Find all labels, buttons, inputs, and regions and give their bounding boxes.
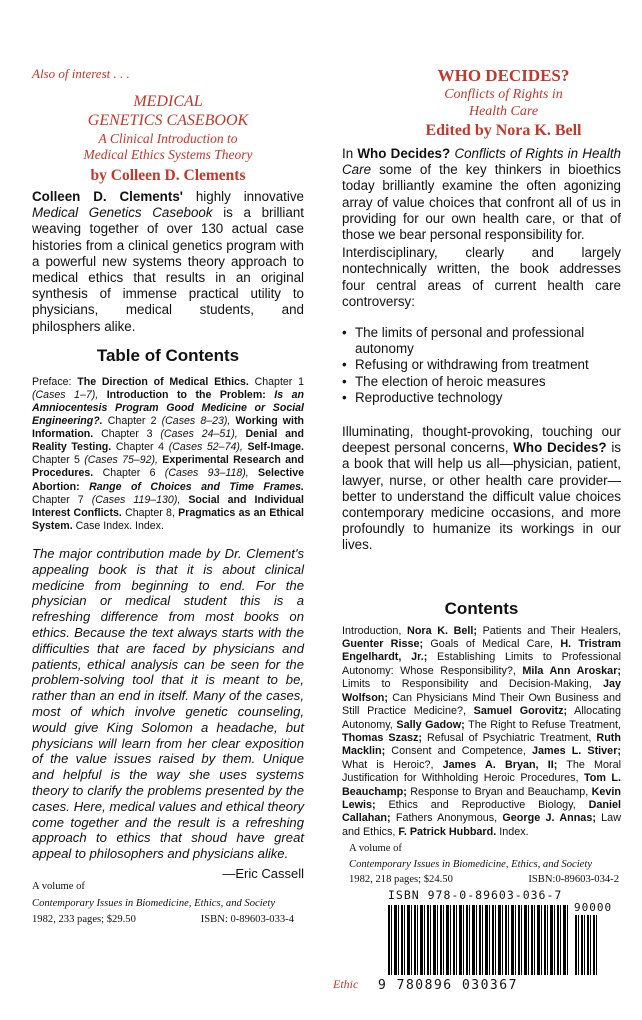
left-book-title-line2: GENETICS CASEBOOK: [87, 112, 249, 129]
toc-segment: (Cases 24–51),: [160, 428, 238, 441]
contents-segment: Guenter Risse;: [342, 638, 424, 651]
contents-segment: Thomas Szasz;: [342, 731, 422, 744]
contents-segment: James A. Bryan, II;: [442, 758, 558, 771]
toc-segment: Selective Abortion:: [32, 467, 304, 493]
contents-segment: Tom L. Beauchamp;: [342, 772, 621, 798]
contents-segment: Law and Ethics,: [342, 812, 621, 838]
toc-segment: (Cases 1–7),: [32, 388, 99, 401]
toc-text: [32, 376, 304, 533]
left-book-subtitle-line2: Medical Ethics Systems Theory: [83, 147, 253, 162]
toc-segment: (Cases 75–92),: [84, 454, 158, 467]
contents-segment: Patients and Their Healers,: [477, 624, 621, 637]
contents-segment: Sally Gadow;: [396, 718, 465, 731]
contents-segment: Nora K. Bell;: [407, 624, 477, 637]
right-volume-of: A volume of: [349, 843, 402, 854]
toc-segment: Working with Information.: [32, 415, 304, 441]
left-pub-line: [32, 913, 294, 927]
right-book-subtitle-line1: Conflicts of Rights in: [444, 87, 563, 102]
contents-segment: Kevin Lewis;: [342, 785, 621, 811]
left-title-block: [32, 92, 304, 185]
intro-author-name: Colleen D. Clements': [32, 189, 183, 204]
toc-segment: Denial and Reality Testing.: [32, 428, 305, 454]
right-closing-paragraph: [342, 424, 621, 554]
contents-segment: Ethics and Reproductive Biology,: [375, 798, 589, 811]
controversy-list-item: • The limits of personal and professional autonomy: [342, 325, 621, 357]
toc-segment: Chapter 2: [102, 415, 162, 428]
toc-segment: Social and Individual Interest Conflicts.: [32, 493, 304, 519]
paragraph-segment: is a book that will help us all—physician, patient, lawyer, nurse, or other health care provider—better to understand the difficult value choices contemporary medicine occasions, and more profoundly to humanize its workings in our lives.: [342, 440, 621, 553]
toc-segment: (Cases 119–130),: [91, 493, 181, 506]
barcode-addon-digits: 90000: [574, 901, 613, 914]
toc-segment: (Cases 93–118),: [164, 467, 249, 480]
contents-segment: H. Tristram Engelhardt, Jr.;: [342, 638, 621, 664]
barcode: [360, 888, 613, 996]
left-book-author: by Colleen D. Clements: [90, 167, 246, 184]
toc-segment: Chapter 1: [248, 375, 304, 388]
left-pub-details: 1982, 233 pages; $29.50: [32, 914, 136, 926]
contents-segment: Limits to Responsibility and Decision-Making,: [342, 678, 603, 691]
contents-segment: Introduction,: [342, 624, 408, 637]
category-label: Ethic: [333, 977, 359, 991]
contents-segment: Goals of Medical Care,: [423, 638, 561, 651]
contents-segment: Allocating Autonomy,: [342, 705, 621, 731]
barcode-main-bars: [388, 905, 570, 975]
toc-segment: Introduction to the Problem:: [98, 388, 275, 401]
contents-segment: What is Heroic?,: [342, 758, 443, 771]
right-book-subtitle-line2: Health Care: [468, 104, 539, 119]
contents-segment: Daniel Callahan;: [342, 798, 621, 825]
right-book-title: WHO DECIDES?: [437, 66, 570, 85]
paragraph-segment: Who Decides?: [357, 146, 451, 161]
intro-text-1: highly innovative: [182, 189, 304, 204]
left-volume-of: A volume of: [32, 881, 85, 892]
controversy-list-item: • Reproductive technology: [342, 390, 621, 406]
controversy-list-item: • Refusing or withdrawing from treatment: [342, 357, 621, 373]
paragraph-segment: Illuminating, thought-provoking, touching our deepest personal concerns,: [342, 424, 621, 456]
controversy-list-item: • The election of heroic measures: [342, 374, 621, 390]
barcode-addon-bars: [575, 915, 597, 975]
contents-segment: Ruth Macklin;: [342, 731, 621, 758]
reviewer-name: —Eric Cassell: [222, 865, 304, 881]
left-publication-info: [32, 880, 294, 927]
paragraph-segment: Who Decides?: [513, 440, 607, 456]
contents-segment: Samuel Gorovitz;: [473, 705, 568, 718]
left-book-title-line1: MEDICAL: [133, 93, 203, 110]
right-column: [342, 66, 621, 839]
toc-segment: Range of Choices and Time Frames.: [89, 480, 304, 493]
left-book-subtitle-line1: A Clinical Introduction to: [98, 131, 238, 146]
contents-segment: F. Patrick Hubbard.: [398, 825, 497, 838]
contents-segment: Establishing Limits to Professional Autonomy: Whose Responsibility?,: [342, 651, 621, 677]
right-publication-info: [349, 842, 619, 887]
contents-segment: Response to Bryan and Beauchamp,: [406, 785, 592, 798]
toc-segment: (Cases 52–74),: [168, 441, 243, 454]
left-intro-paragraph: [32, 189, 304, 335]
paragraph-segment: Conflicts of Rights in Health Care: [342, 146, 621, 178]
contents-segment: The Moral Justification for Withholding Heroic Procedures,: [342, 758, 621, 785]
toc-segment: Pragmatics as an Ethical System.: [32, 506, 304, 532]
toc-segment: Chapter 7: [32, 493, 92, 506]
left-column: [32, 66, 304, 881]
left-isbn: ISBN: 0-89603-033-4: [200, 914, 294, 926]
contents-segment: Can Physicians Mind Their Own Business and Still Practice Medicine?,: [342, 691, 621, 718]
toc-segment: Chapter 6: [93, 467, 165, 480]
contents-text: [342, 625, 621, 840]
left-series-name: Contemporary Issues in Biomedicine, Ethics, and Society: [32, 897, 276, 909]
contents-segment: Mila Ann Aroskar;: [522, 664, 621, 677]
toc-segment: Chapter 8,: [121, 506, 179, 519]
contents-heading: Contents: [444, 598, 519, 618]
toc-heading: Table of Contents: [96, 345, 240, 365]
also-of-interest: Also of interest . . .: [32, 66, 130, 81]
toc-segment: Chapter 4: [111, 441, 169, 454]
contents-segment: Refusal of Psychiatric Treatment,: [422, 731, 597, 744]
toc-segment: Chapter 5: [32, 454, 85, 467]
controversy-list: [342, 325, 621, 406]
toc-segment: Preface:: [32, 375, 78, 388]
right-isbn: ISBN:0-89603-034-2: [528, 874, 619, 886]
barcode-digits: 9 780896 030367: [378, 978, 518, 993]
right-intro-paragraph: [342, 146, 621, 243]
contents-segment: James L. Stiver;: [532, 745, 621, 758]
paragraph-segment: some of the key thinkers in bioethics today brilliantly examine the often agonizing array of value choices that confront all of us in providing for our own health care, or that of those we bear personal responsibility for.: [342, 162, 621, 243]
contents-segment: Index.: [496, 825, 529, 838]
toc-segment: The Direction of Medical Ethics.: [77, 375, 249, 388]
toc-segment: (Cases 8–23),: [161, 415, 231, 428]
contents-segment: George J. Annas;: [502, 812, 596, 825]
barcode-isbn-line: ISBN 978-0-89603-036-7: [388, 888, 563, 902]
contents-segment: The Right to Refuse Treatment,: [464, 718, 622, 731]
contents-segment: Consent and Competence,: [385, 745, 532, 758]
review-quote: The major contribution made by Dr. Clement's appealing book is that it is about clinical medicine from beginning to end. For the physician or medical student this is a refreshing difference from most books on ethics. Because the text always starts with the difficulties that are faced by physicians and patients, ethical analysis can be seen for the problem-solving tool that it is meant to be, rather than an end in itself. Many of the cases, most of which involve genetic counseling, would give King Solomon a headache, but physicians will learn from her clear exposition of the value issues raised by them. Unique and helpful is the way she uses systems theory to clarify the problems presented by the cases. Here, medical values and ethical theory come together and the result is a refreshing approach to ethics that shoud have great appeal to philosophers and physicians alike.: [32, 545, 304, 862]
toc-segment: Case Index. Index.: [72, 519, 164, 532]
intro-text-2: is a brilliant weaving together of over 130 actual case histories from a clinical genetics program with a powerful new systems theory approach to medical ethics that results in an original synthesis of immense practical utility to physicians, medical students, and philosphers alike.: [32, 205, 304, 334]
toc-segment: Chapter 3: [93, 428, 161, 441]
right-second-paragraph: Interdisciplinary, clearly and largely nontechnically written, the book addresses four central areas of current health care controversy:: [342, 245, 621, 309]
toc-segment: Self-Image.: [242, 441, 304, 454]
contents-segment: Fathers Anonymous,: [390, 812, 503, 825]
contents-segment: Jay Wolfson;: [342, 678, 621, 704]
right-title-block: [386, 66, 621, 141]
intro-book-title: Medical Genetics Casebook: [32, 205, 213, 221]
toc-segment: Experimental Research and Procedures.: [32, 454, 304, 480]
right-book-editor: Edited by Nora K. Bell: [425, 122, 582, 139]
toc-segment: Is an Amniocentesis Program Good Medicine or Social Engineering?.: [32, 388, 304, 428]
right-series-name: Contemporary Issues in Biomedicine, Ethics, and Society: [349, 858, 593, 870]
right-pub-details: 1982, 218 pages; $24.50: [349, 874, 453, 886]
right-pub-line: [349, 873, 619, 887]
paragraph-segment: In: [342, 146, 358, 161]
